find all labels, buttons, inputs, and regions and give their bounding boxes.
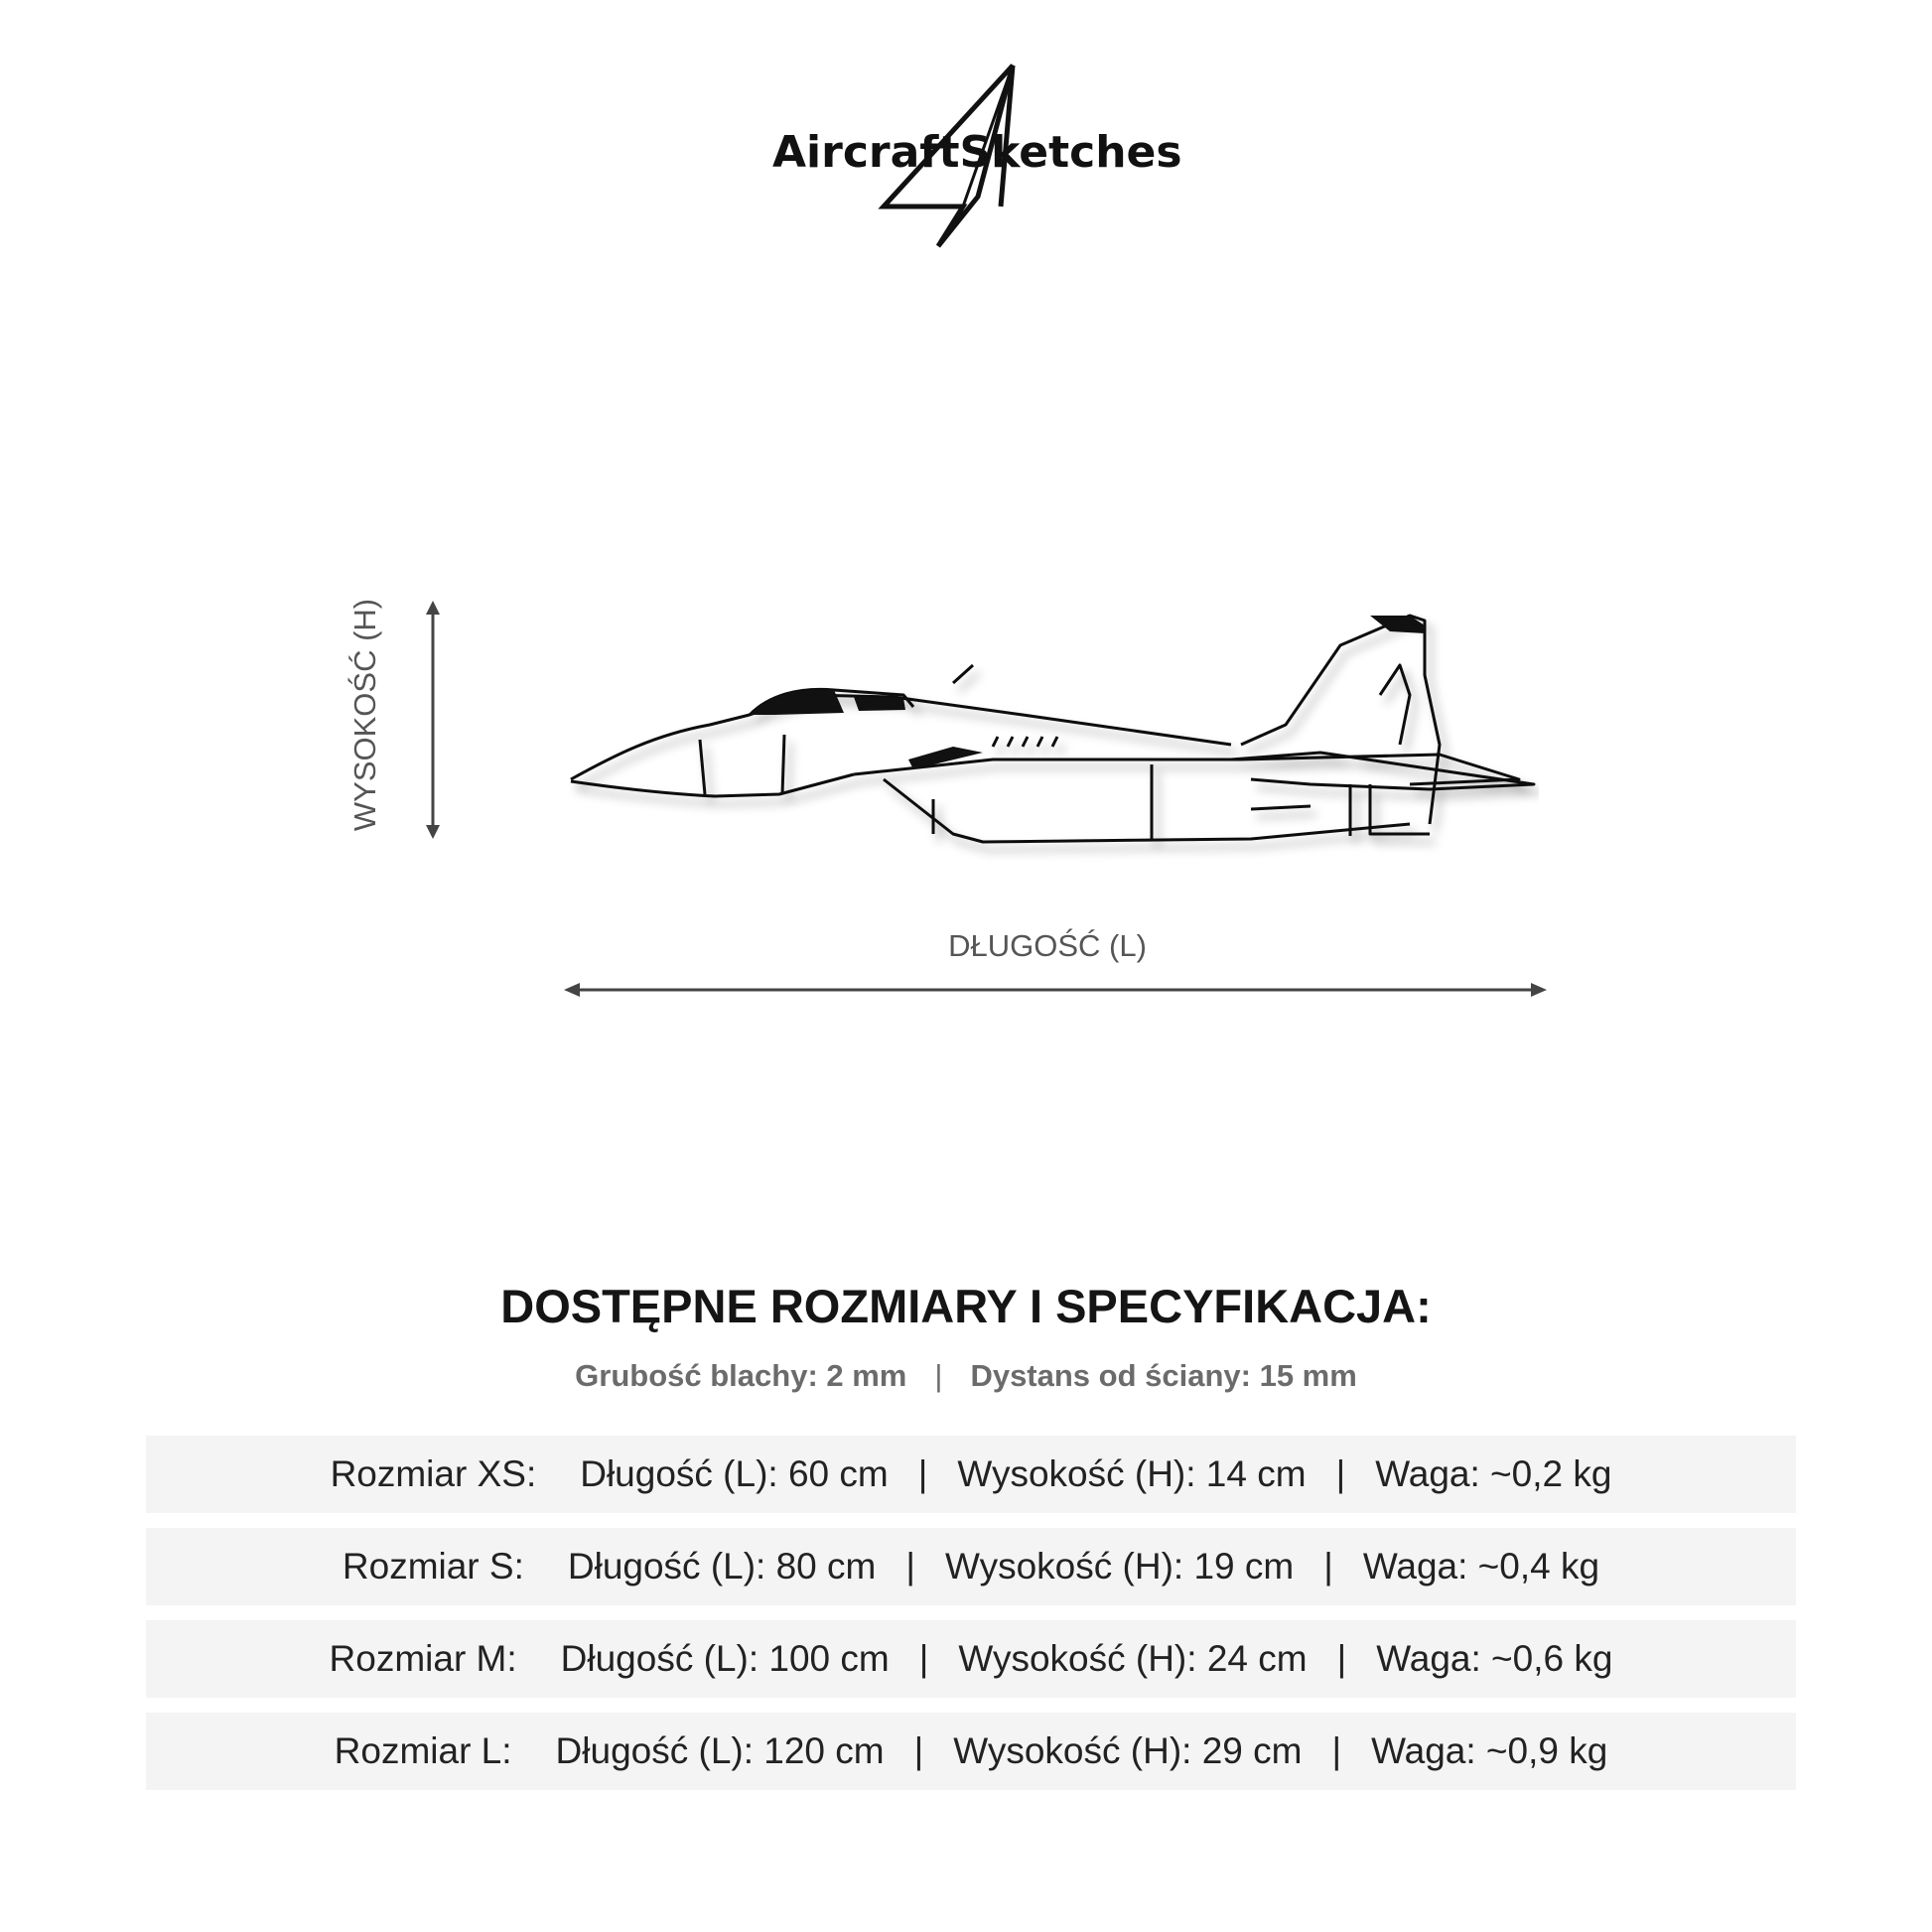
- size-weight: Waga: ~0,9 kg: [1371, 1730, 1608, 1771]
- specs-subtitle: [0, 1358, 1932, 1394]
- thickness-spec: Grubość blachy: 2 mm: [575, 1358, 907, 1393]
- size-label: Rozmiar M:: [329, 1638, 517, 1679]
- size-label: Rozmiar L:: [334, 1730, 512, 1771]
- separator: |: [913, 1730, 924, 1771]
- separator: |: [1335, 1453, 1346, 1494]
- logo-text: AircraftSketches: [772, 127, 1182, 178]
- distance-spec: Dystans od ściany: 15 mm: [970, 1358, 1357, 1393]
- length-label: DŁUGOŚĆ (L): [948, 928, 1147, 963]
- size-weight: Waga: ~0,6 kg: [1376, 1638, 1613, 1679]
- size-label: Rozmiar XS:: [330, 1453, 537, 1494]
- size-weight: Waga: ~0,4 kg: [1362, 1546, 1600, 1587]
- separator: |: [1336, 1638, 1347, 1679]
- size-row-s: [146, 1528, 1796, 1605]
- size-height: Wysokość (H): 19 cm: [945, 1546, 1295, 1587]
- length-arrow: [564, 979, 1547, 1001]
- separator: |: [934, 1358, 943, 1393]
- specs-title: DOSTĘPNE ROZMIARY I SPECYFIKACJA:: [500, 1280, 1432, 1332]
- aircraft-silhouette: [556, 586, 1539, 874]
- separator: |: [1331, 1730, 1342, 1771]
- size-height: Wysokość (H): 14 cm: [957, 1453, 1307, 1494]
- brand-logo: [764, 58, 1181, 256]
- size-weight: Waga: ~0,2 kg: [1375, 1453, 1612, 1494]
- size-length: Długość (L): 120 cm: [555, 1730, 885, 1771]
- size-row-xs: [146, 1436, 1796, 1513]
- sizes-table: [146, 1436, 1796, 1805]
- separator: |: [905, 1546, 915, 1587]
- size-height: Wysokość (H): 24 cm: [958, 1638, 1308, 1679]
- size-row-m: [146, 1620, 1796, 1698]
- size-length: Długość (L): 60 cm: [580, 1453, 889, 1494]
- size-length: Długość (L): 80 cm: [567, 1546, 877, 1587]
- size-label: Rozmiar S:: [342, 1546, 524, 1587]
- height-arrow: [422, 601, 444, 839]
- separator: |: [1323, 1546, 1333, 1587]
- size-row-l: [146, 1713, 1796, 1790]
- size-length: Długość (L): 100 cm: [560, 1638, 890, 1679]
- separator: |: [918, 1638, 929, 1679]
- size-height: Wysokość (H): 29 cm: [953, 1730, 1303, 1771]
- separator: |: [917, 1453, 928, 1494]
